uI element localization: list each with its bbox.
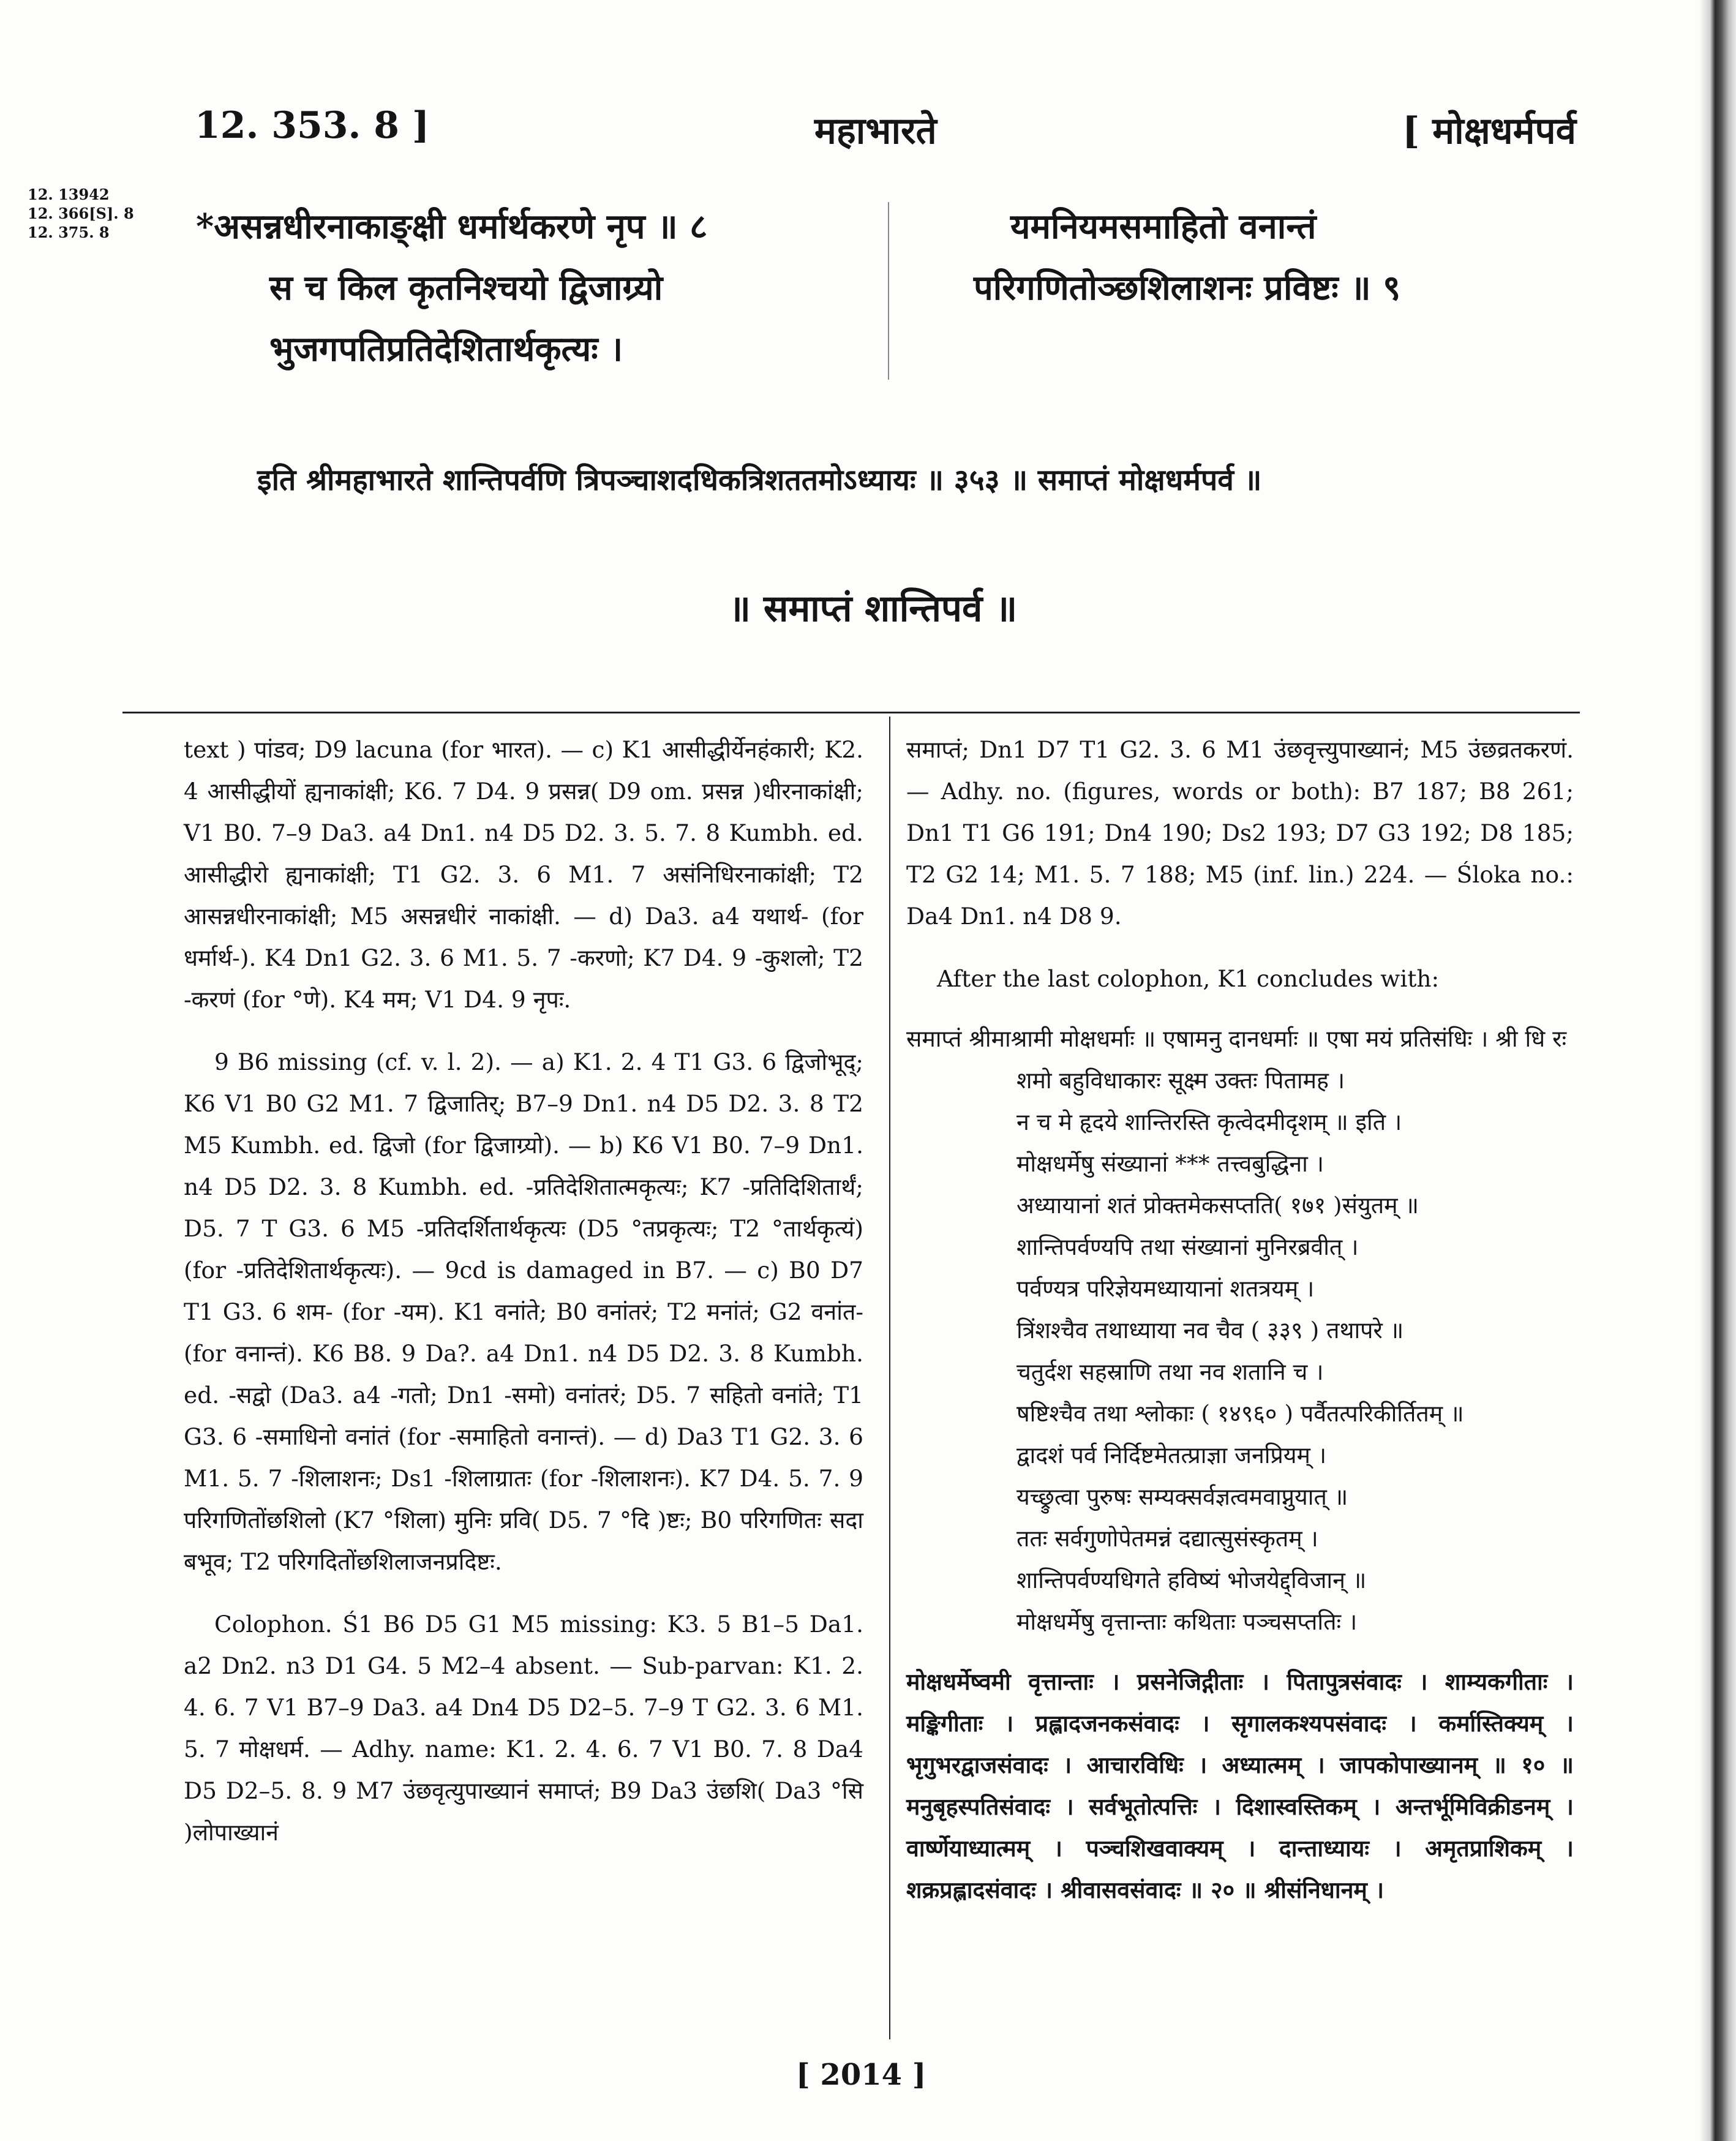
verse-line: स च किल कृतनिश्चयो द्विजाग्र्यो [269,268,663,308]
k1-verse-list [906,1059,1574,1642]
k1-verse-line: पर्वण्यत्र परिज्ञेयमध्यायानां शतत्रयम् । [1016,1275,1315,1302]
k1-verse-line: मोक्षधर्मेषु संख्यानां *** तत्त्वबुद्धिना । [1016,1150,1324,1177]
k1-verse-line: शान्तिपर्वण्यधिगते हविष्यं भोजयेद्द्विजान् ॥ [1016,1567,1367,1594]
k1-verse-line: द्वादशं पर्व निर्दिष्टमेतत्प्राज्ञा जनप्रियम् । [1016,1442,1327,1469]
apparatus-left-column [184,729,863,1853]
parvan-end-heading: ॥ समाप्तं शान्तिपर्व ॥ [729,587,1018,630]
running-head-title: महाभारते [814,110,937,152]
column-divider [889,717,890,2039]
after-colophon-note: After the last colophon, K1 concludes with: [937,965,1440,992]
k1-verse-line: ततः सर्वगुणोपेतमन्नं दद्यात्सुसंस्कृतम् । [1016,1525,1318,1552]
verse-block-right [974,196,1586,318]
apparatus-paragraph: text ) पांडव; D9 lacuna (for भारत). — c) K1 आसीद्धीर्येनहंकारी; K2. 4 आसीद्धीयों ह्यनाकांक्षी; K6. 7 D4. 9 प्रसन्न( D9 om. प्रसन्न )धीरनाकांक्षी; V1 B0. 7–9 Da3. a4 Dn1. n4 D5 D2. 3. 5. 7. 8 Kumbh. ed. आसीद्धीरो ह्यनाकांक्षी; T1 G2. 3. 6 M1. 7 असंनिधिरनाकांक्षी; T2 आसन्नधीरनाकांक्षी; M5 असन्नधीरं नाकांक्षी. — d) Da3. a4 यथार्थ- (for धर्मार्थ-). K4 Dn1 G2. 3. 6 M1. 5. 7 -करणो; K7 D4. 9 -कुशलो; T2 -करणं (for °णे). K4 मम; V1 D4. 9 नृपः. [184,736,863,1013]
book-spine-edge [1699,0,1736,2141]
verse-line: परिगणितोञ्छशिलाशनः प्रविष्टः ॥ ९ [974,268,1401,308]
apparatus-right-column [906,729,1574,1911]
margin-ref: 12. 375. 8 [28,224,110,241]
apparatus-paragraph: 9 B6 missing (cf. v. l. 2). — a) K1. 2. 4 T1 G3. 6 द्विजोभूद्; K6 V1 B0 G2 M1. 7 द्विजातिर्; B7–9 Dn1. n4 D5 D2. 3. 8 T2 M5 Kumbh. ed. द्विजो (for द्विजाग्र्यो). — b) K6 V1 B0. 7–9 Dn1. n4 D5 D2. 3. 8 Kumbh. ed. -प्रतिदेशितात्मकृत्यः; K7 -प्रतिदिशितार्थं; D5. 7 T G3. 6 M5 -प्रतिदर्शितार्थकृत्यः (D5 °तप्रकृत्यः; T2 °तार्थकृत्यं) (for -प्रतिदेशितार्थकृत्यः). — 9cd is damaged in B7. — c) B0 D7 T1 G3. 6 शम- (for -यम). K1 वनांते; B0 वनांतरं; T2 मनांतं; G2 वनांत- (for वनान्तं). K6 B8. 9 Da?. a4 Dn1. n4 D5 D2. 3. 8 Kumbh. ed. -सद्वो (Da3. a4 -गतो; Dn1 -समो) वनांतरं; D5. 7 सहितो वनांते; T1 G3. 6 -समाधिनो वनांतं (for -समाहितो वनान्तं). — d) Da3 T1 G2. 3. 6 M1. 5. 7 -शिलाशनः; Ds1 -शिलाग्रातः (for -शिलाशनः). K7 D4. 5. 7. 9 परिगणितोंछशिलो (K7 °शिला) मुनिः प्रवि( D5. 7 °दि )ष्टः; B0 परिगणितः सदा बभूव; T2 परिगदितोंछशिलाजनप्रदिष्टः. [184,1048,863,1575]
apparatus-rule [122,712,1580,713]
k1-verse-line: शान्तिपर्वण्यपि तथा संख्यानां मुनिरब्रवीत् । [1016,1233,1359,1260]
k1-verse-line: यच्छ्रुत्वा पुरुषः सम्यक्सर्वज्ञत्वमवाप्नुयात् ॥ [1016,1483,1348,1510]
verse-line: यमनियमसमाहितो वनान्तं [1010,206,1317,247]
k1-verse-line: मोक्षधर्मेषु वृत्तान्ताः कथिताः पञ्चसप्ततिः । [1016,1608,1358,1635]
apparatus-paragraph: Colophon. Ś1 B6 D5 G1 M5 missing: K3. 5 B1–5 Da1. a2 Dn2. n3 D1 G4. 5 M2–4 absent. — Sub-parvan: K1. 2. 4. 6. 7 V1 B7–9 Da3. a4 Dn4 D5 D2–5. 7–9 T G2. 3. 6 M1. 5. 7 मोक्षधर्म. — Adhy. name: K1. 2. 4. 6. 7 V1 B0. 7. 8 Da4 D5 D2–5. 8. 9 M7 उंछवृत्युपाख्यानं समाप्तं; B9 Da3 उंछशि( Da3 °सि )लोपाख्यानं [184,1611,863,1846]
k1-verse-line: अध्यायानां शतं प्रोक्तमेकसप्तति( १७१ )संयुतम् ॥ [1016,1192,1419,1219]
k1-verse-line: शमो बहुविधाकारः सूक्ष्म उक्तः पितामह । [1016,1067,1345,1094]
verse-block-left [196,196,870,380]
k1-closing-list: मोक्षधर्मेष्वमी वृत्तान्ताः । प्रसनेजिद्गीताः । पितापुत्रसंवादः । शाम्यकगीताः । मङ्किगीताः । प्रह्लादजनकसंवादः । सृगालकश्यपसंवादः । कर्मास्तिक्यम् । भृगुभरद्वाजसंवादः । आचारविधिः । अध्यात्मम् । जापकोपाख्यानम् ॥ १० ॥ मनुबृहस्पतिसंवादः । सर्वभूतोत्पत्तिः । दिशास्वस्तिकम् । अन्तर्भूमिविक्रीडनम् । वार्ष्णेयाध्यात्मम् । पञ्चशिखवाक्यम् । दान्ताध्यायः । अमृतप्राशिकम् । शक्रप्रह्लादसंवादः । श्रीवासवसंवादः ॥ २० ॥ श्रीसंनिधानम् । [906,1668,1574,1903]
k1-verse-line: चतुर्दश सहस्राणि तथा नव शतानि च । [1016,1358,1324,1385]
k1-verse-line: षष्टिश्चैव तथा श्लोकाः ( १४९६० ) पर्वैतत्परिकीर्तितम् ॥ [1016,1400,1464,1427]
apparatus-paragraph: समाप्तं; Dn1 D7 T1 G2. 3. 6 M1 उंछवृत्त्युपाख्यानं; M5 उंछव्रतकरणं. — Adhy. no. (figures, words or both): B7 187; B8 261; Dn1 T1 G6 191; Dn4 190; Ds2 193; D7 G3 192; D8 185; T2 G2 14; M1. 5. 7 188; M5 (inf. lin.) 224. — Śloka no.: Da4 Dn1. n4 D8 9. [906,736,1574,930]
verse-line: *असन्नधीरनाकाङ्क्षी धर्मार्थकरणे नृप ॥ ८ [196,206,708,247]
k1-intro: समाप्तं श्रीमाश्रामी मोक्षधर्माः ॥ एषामनु दानधर्माः ॥ एषा मयं प्रतिसंधिः । श्री धि रः [906,1025,1567,1052]
k1-verse-line: त्रिंशश्चैव तथाध्याया नव चैव ( ३३९ ) तथापरे ॥ [1016,1317,1404,1344]
margin-references [28,185,134,242]
chapter-colophon: इति श्रीमहाभारते शान्तिपर्वणि त्रिपञ्चाशदधिकत्रिशततमोऽध्यायः ॥ ३५३ ॥ समाप्तं मोक्षधर्मपर्व ॥ [257,463,1262,497]
k1-verse-line: न च मे हृदये शान्तिरस्ति कृत्वेदमीदृशम् ॥ इति । [1016,1108,1402,1135]
margin-ref: 12. 366[S]. 8 [28,205,134,222]
verse-line: भुजगपतिप्रतिदेशितार्थकृत्यः । [269,329,623,369]
page-number: [ 2014 ] [796,2058,926,2092]
running-head-section: [ मोक्षधर्मपर्व [1402,110,1576,152]
verse-divider [888,202,889,380]
margin-ref: 12. 13942 [28,186,110,203]
running-head-reference: 12. 353. 8 ] [195,104,430,147]
